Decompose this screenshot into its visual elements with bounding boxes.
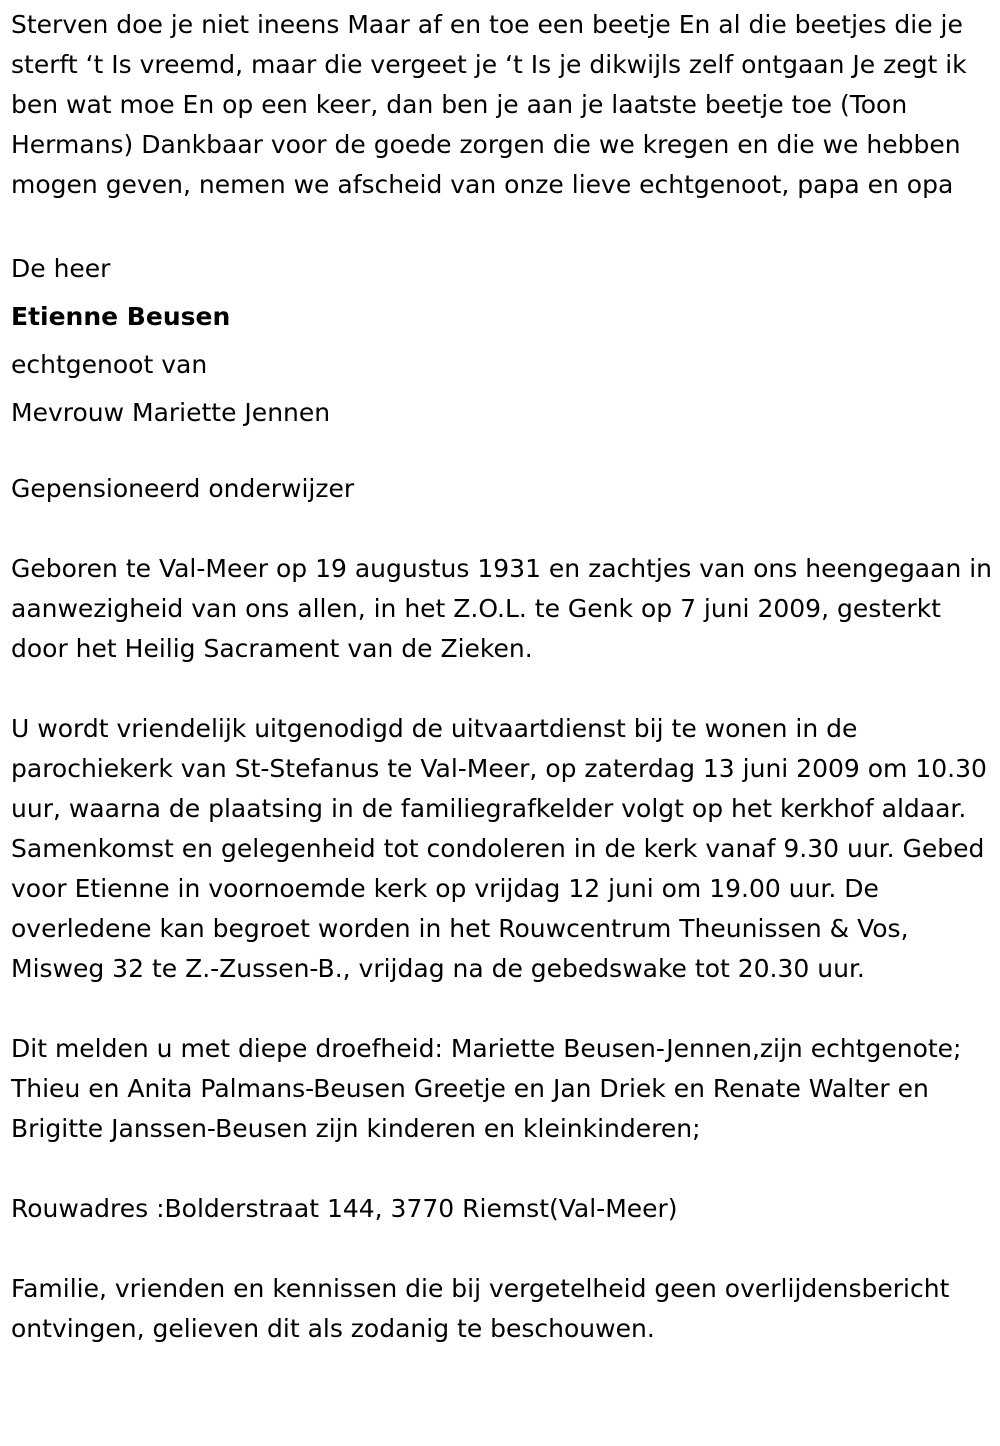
occupation: Gepensioneerd onderwijzer: [11, 474, 355, 503]
spacer: [11, 669, 995, 709]
birth-death-paragraph: Geboren te Val-Meer op 19 augustus 1931 en zachtjes van ons heengegaan in aanwezigheid van ons allen, in het Z.O.L. te Genk op 7 juni 2009, gesterkt door het Heilig Sacrament van de Zieken.: [11, 554, 993, 663]
mourning-address: Rouwadres :Bolderstraat 144, 3770 Riemst(Val-Meer): [11, 1194, 678, 1223]
obituary-notice: [11, 0, 995, 1349]
spouse-label: echtgenoot van: [11, 350, 208, 379]
funeral-paragraph: U wordt vriendelijk uitgenodigd de uitvaartdienst bij te wonen in de parochiekerk van St-Stefanus te Val-Meer, op zaterdag 13 juni 2009 om 10.30 uur, waarna de plaatsing in de familiegrafkelder volgt op het kerkhof aldaar. Samenkomst en gelegenheid tot condoleren in de kerk vanaf 9.30 uur. Gebed voor Etienne in voornoemde kerk op vrijdag 12 juni om 19.00 uur. De overledene kan begroet worden in het Rouwcentrum Theunissen & Vos, Misweg 32 te Z.-Zussen-B., vrijdag na de gebedswake tot 20.30 uur.: [11, 714, 987, 983]
spacer: [11, 205, 995, 245]
deceased-name: Etienne Beusen: [11, 302, 231, 331]
spacer: [11, 437, 995, 469]
spacer: [11, 1149, 995, 1189]
spacer: [11, 989, 995, 1029]
family-paragraph: Dit melden u met diepe droefheid: Mariette Beusen-Jennen,zijn echtgenote; Thieu en Anita Palmans-Beusen Greetje en Jan Driek en Renate Walter en Brigitte Janssen-Beusen zijn kinderen en kleinkinderen;: [11, 1034, 962, 1143]
spouse-name: Mevrouw Mariette Jennen: [11, 398, 331, 427]
spacer: [11, 1229, 995, 1269]
poem-paragraph: Sterven doe je niet ineens Maar af en toe een beetje En al die beetjes die je sterft ‘t Is vreemd, maar die vergeet je ‘t Is je dikwijls zelf ontgaan Je zegt ik ben wat moe En op een keer, dan ben je aan je laatste beetje toe (Toon Hermans) Dankbaar voor de goede zorgen die we kregen en die we hebben mogen geven, nemen we afscheid van onze lieve echtgenoot, papa en opa: [11, 10, 967, 199]
closing-paragraph: Familie, vrienden en kennissen die bij vergetelheid geen overlijdensbericht ontvingen, gelieven dit als zodanig te beschouwen.: [11, 1274, 950, 1343]
salutation: De heer: [11, 254, 111, 283]
spacer: [11, 509, 995, 549]
